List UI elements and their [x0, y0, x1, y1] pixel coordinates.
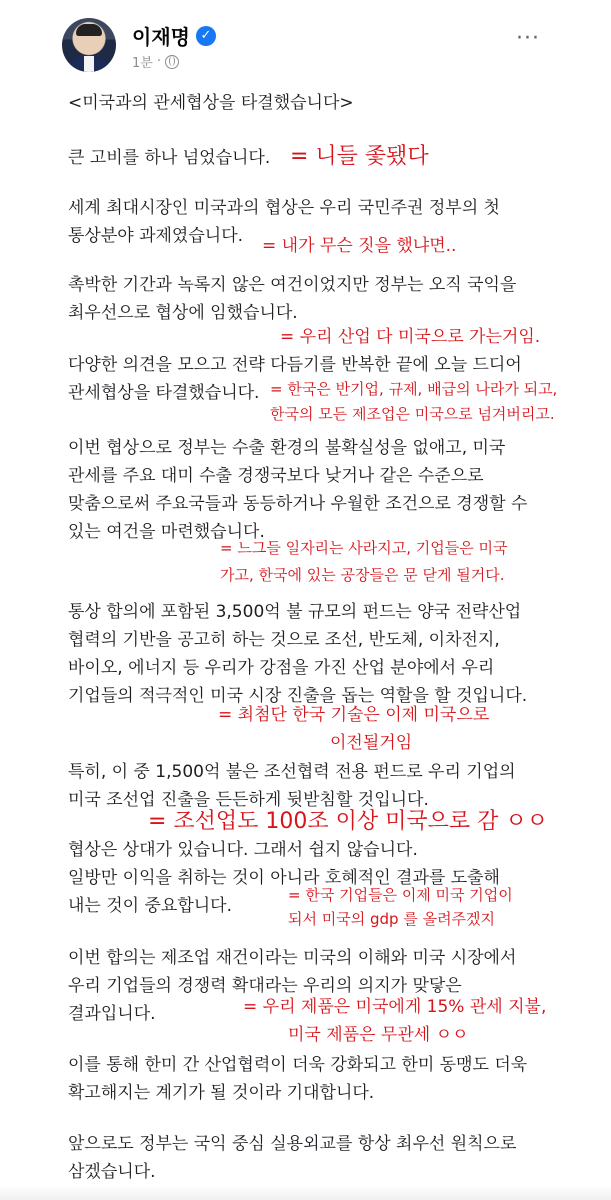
- author-name-row: [132, 21, 216, 50]
- annotation: = 우리 제품은 미국에게 15% 관세 지불,: [243, 997, 547, 1017]
- post-header: [0, 0, 611, 80]
- body-line: 미국 조선업 진출을 든든하게 뒷받침할 것입니다.: [68, 790, 429, 810]
- body-line: 통상 합의에 포함된 3,500억 불 규모의 펀드는 양국 전략산업: [68, 602, 522, 622]
- more-options-button[interactable]: ···: [516, 26, 540, 51]
- body-line: 협상은 상대가 있습니다. 그래서 쉽지 않습니다.: [68, 840, 418, 860]
- body-line: 세계 최대시장인 미국과의 협상은 우리 국민주권 정부의 첫: [68, 198, 500, 218]
- body-line: 확고해지는 계기가 될 것이라 기대합니다.: [68, 1083, 375, 1103]
- annotation: 한국의 모든 제조업은 미국으로 넘겨버리고.: [270, 405, 555, 423]
- author-name[interactable]: 이재명: [132, 25, 190, 49]
- body-line: 큰 고비를 하나 넘었습니다.: [68, 148, 271, 168]
- body-line: 협력의 기반을 공고히 하는 것으로 조선, 반도체, 이차전지,: [68, 630, 500, 650]
- body-line: 관세협상을 타결했습니다.: [68, 383, 260, 403]
- body-line: 관세를 주요 대미 수출 경쟁국보다 낮거나 같은 수준으로: [68, 466, 484, 486]
- body-line: 있는 여건을 마련했습니다.: [68, 522, 265, 542]
- body-line: 내는 것이 중요합니다.: [68, 896, 233, 916]
- verified-badge-icon: ✓: [196, 26, 216, 46]
- annotation: = 조선업도 100조 이상 미국으로 감 ㅇㅇ: [148, 809, 548, 834]
- body-line: 이번 협상으로 정부는 수출 환경의 불확실성을 없애고, 미국: [68, 438, 506, 458]
- meta-dot: ·: [156, 54, 161, 69]
- body-line: 삼겠습니다.: [68, 1162, 156, 1182]
- post-meta: [132, 52, 179, 71]
- annotation: 되서 미국의 gdp 를 올려주겠지: [288, 910, 496, 928]
- body-line: 우리 기업들의 경쟁력 확대라는 우리의 의지가 맞닿은: [68, 976, 462, 996]
- body-line: 다양한 의견을 모으고 전략 다듬기를 반복한 끝에 오늘 드디어: [68, 355, 522, 375]
- annotation: 미국 제품은 무관세 ㅇㅇ: [288, 1025, 469, 1045]
- globe-icon: [165, 55, 179, 69]
- body-line: 이를 통해 한미 간 산업협력이 더욱 강화되고 한미 동맹도 더욱: [68, 1055, 528, 1075]
- annotation: = 최첨단 한국 기술은 이제 미국으로: [218, 705, 490, 725]
- body-line: 촉박한 기간과 녹록지 않은 여건이었지만 정부는 오직 국익을: [68, 275, 517, 295]
- bottom-edge: [0, 1186, 611, 1200]
- body-line: 이번 합의는 제조업 재건이라는 미국의 이해와 미국 시장에서: [68, 948, 517, 968]
- annotation: = 한국은 반기업, 규제, 배급의 나라가 되고,: [270, 380, 558, 398]
- annotation: 가고, 한국에 있는 공장들은 문 닫게 될거다.: [220, 566, 505, 584]
- annotation: 이전될거임: [330, 733, 413, 753]
- body-line: 결과입니다.: [68, 1004, 156, 1024]
- body-line: 최우선으로 협상에 임했습니다.: [68, 303, 298, 323]
- body-line: 바이오, 에너지 등 우리가 강점을 가진 산업 분야에서 우리: [68, 658, 495, 678]
- annotation: = 우리 산업 다 미국으로 가는거임.: [280, 327, 541, 347]
- body-line: 기업들의 적극적인 미국 시장 진출을 돕는 역할을 할 것입니다.: [68, 686, 528, 706]
- body-line: 특히, 이 중 1,500억 불은 조선협력 전용 펀드로 우리 기업의: [68, 762, 516, 782]
- annotation: = 한국 기업들은 이제 미국 기업이: [288, 886, 513, 904]
- annotation: = 내가 무슨 짓을 했냐면..: [262, 236, 457, 256]
- annotation: = 니들 좇됐다: [290, 144, 429, 169]
- post-time[interactable]: 1분: [132, 56, 153, 71]
- post-title: <미국과의 관세협상을 타결했습니다>: [68, 93, 354, 113]
- body-line: 맞춤으로써 주요국들과 동등하거나 우월한 조건으로 경쟁할 수: [68, 494, 528, 514]
- annotation: = 느그들 일자리는 사라지고, 기업들은 미국: [220, 539, 508, 557]
- body-line: 앞으로도 정부는 국익 중심 실용외교를 항상 최우선 원칙으로: [68, 1134, 517, 1154]
- body-line: 일방만 이익을 취하는 것이 아니라 호혜적인 결과를 도출해: [68, 868, 500, 888]
- author-avatar[interactable]: [62, 18, 116, 72]
- body-line: 통상분야 과제였습니다.: [68, 226, 244, 246]
